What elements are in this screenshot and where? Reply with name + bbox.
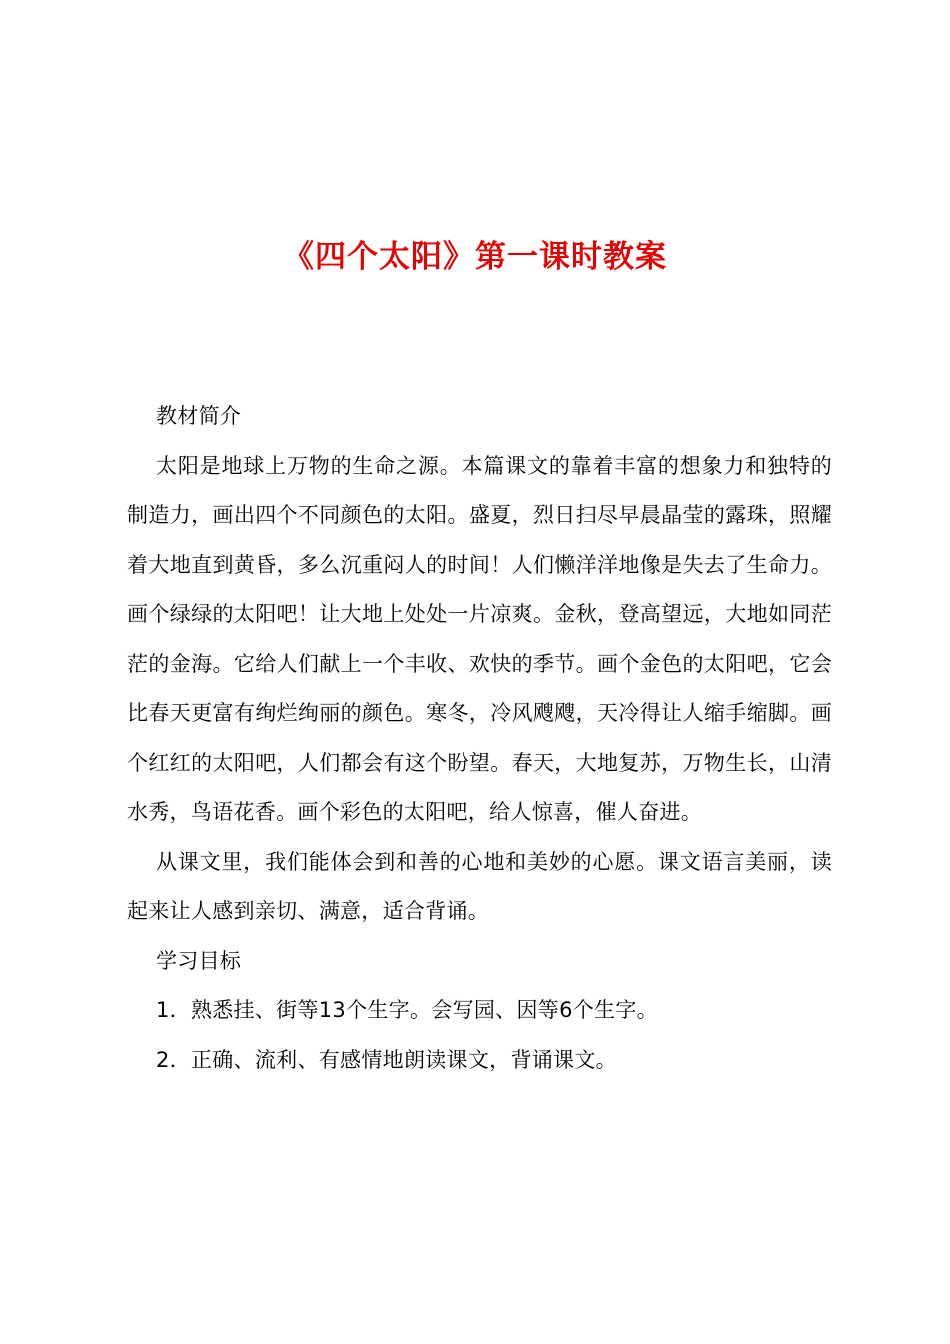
goal-list-item: 2．正确、流利、有感情地朗读课文，背诵课文。: [156, 1047, 617, 1072]
intro-paragraph: 太阳是地球上万物的生命之源。本篇课文的靠着丰富的想象力和独特的制造力，画出四个不同颜色的太阳。盛夏，烈日扫尽早晨晶莹的露珠，照耀着大地直到黄昏，多么沉重闷人的时间！人们懒洋洋地像是失去了生命力。画个绿绿的太阳吧！让大地上处处一片凉爽。金秋，登高望远，大地如同茫茫的金海。它给人们献上一个丰收、欢快的季节。画个金色的太阳吧，它会比春天更富有绚烂绚丽的颜色。寒冬，冷风飕飕，天冷得让人缩手缩脚。画个红红的太阳吧，人们都会有这个盼望。春天，大地复苏，万物生长，山清水秀，鸟语花香。画个彩色的太阳吧，给人惊喜，催人奋进。: [127, 453, 832, 824]
intro-paragraph: 从课文里，我们能体会到和善的心地和美妙的心愿。课文语言美丽，读起来让人感到亲切、满意，适合背诵。: [127, 849, 832, 923]
document-title: 《四个太阳》第一课时教案: [283, 238, 667, 275]
section-heading-goals: 学习目标: [156, 948, 242, 973]
goal-list-item: 1．熟悉挂、街等13个生字。会写园、因等6个生字。: [156, 998, 658, 1022]
document-body: [127, 392, 832, 1085]
section-heading-intro: 教材简介: [156, 404, 242, 428]
